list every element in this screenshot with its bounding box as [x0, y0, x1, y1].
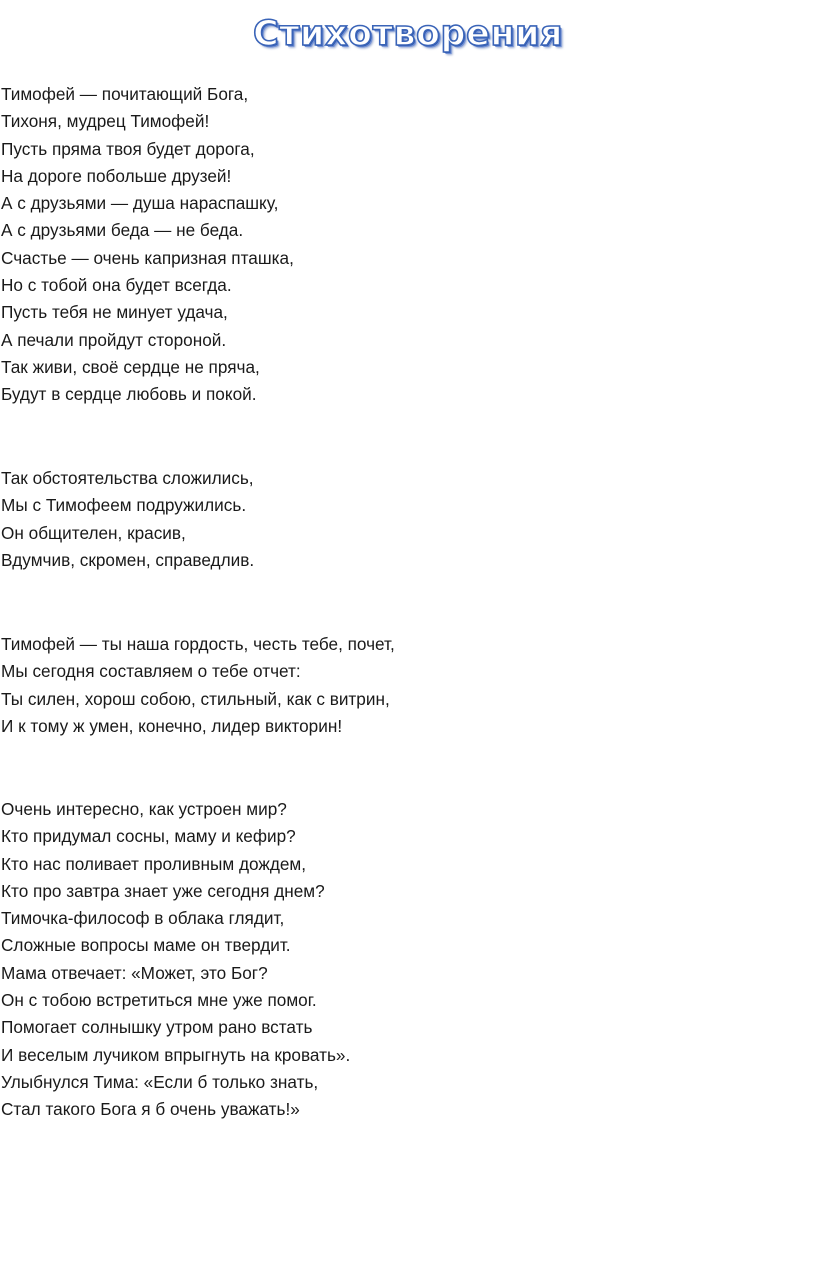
- poem-line: Тихоня, мудрец Тимофей!: [1, 111, 210, 132]
- poem-line: Пусть пряма твоя будет дорога,: [1, 138, 255, 159]
- stanza-4: [1, 796, 801, 1124]
- poem-line: Тимочка-философ в облака глядит,: [1, 908, 285, 929]
- poem-line: Кто придумал сосны, маму и кефир?: [1, 826, 296, 847]
- poem-line: А с друзьями — душа нараспашку,: [1, 193, 279, 214]
- poem-line: Сложные вопросы маме он твердит.: [1, 935, 291, 956]
- poem-line: Так живи, своё сердце не пряча,: [1, 356, 260, 377]
- poem-line: Стал такого Бога я б очень уважать!»: [1, 1099, 300, 1120]
- poem-line: Улыбнулся Тима: «Если б только знать,: [1, 1071, 319, 1092]
- stanza-2: [1, 465, 801, 574]
- poem-line: Вдумчив, скромен, справедлив.: [1, 549, 255, 570]
- stanza-3: [1, 631, 801, 740]
- poem-line: Счастье — очень капризная пташка,: [1, 247, 294, 268]
- poem-line: И к тому ж умен, конечно, лидер викторин!: [1, 715, 343, 736]
- poem-line: Он общителен, красив,: [1, 522, 186, 543]
- poem-line: Тимофей — ты наша гордость, честь тебе, почет,: [1, 634, 395, 654]
- poem-line: Он с тобою встретиться мне уже помог.: [1, 990, 317, 1011]
- poem-line: Пусть тебя не минует удача,: [1, 302, 228, 323]
- poem-line: Мама отвечает: «Может, это Бог?: [1, 962, 268, 983]
- poem-line: И веселым лучиком впрыгнуть на кровать».: [1, 1044, 351, 1065]
- poem-line: Очень интересно, как устроен мир?: [1, 799, 287, 819]
- title-container: [0, 12, 816, 56]
- poem-line: Кто нас поливает проливным дождем,: [1, 853, 307, 874]
- poem-line: Кто про завтра знает уже сегодня днем?: [1, 880, 325, 901]
- poem-line: Мы с Тимофеем подружились.: [1, 495, 247, 516]
- document-title: Стихотворения: [252, 14, 564, 54]
- poem-line: А печали пройдут стороной.: [1, 329, 227, 350]
- poem-line: Помогает солнышку утром рано встать: [1, 1017, 313, 1038]
- poem-line: Так обстоятельства сложились,: [1, 468, 254, 488]
- poem-line: Но с тобой она будет всегда.: [1, 275, 232, 296]
- poem-line: Тимофей — почитающий Бога,: [1, 84, 249, 104]
- poem-line: Ты силен, хорош собою, стильный, как с витрин,: [1, 688, 390, 709]
- stanza-1: [1, 81, 801, 409]
- poem-line: Будут в сердце любовь и покой.: [1, 384, 257, 405]
- poem-line: А с друзьями беда — не беда.: [1, 220, 244, 241]
- poem-line: Мы сегодня составляем о тебе отчет:: [1, 661, 301, 682]
- poem-line: На дороге побольше друзей!: [1, 165, 232, 186]
